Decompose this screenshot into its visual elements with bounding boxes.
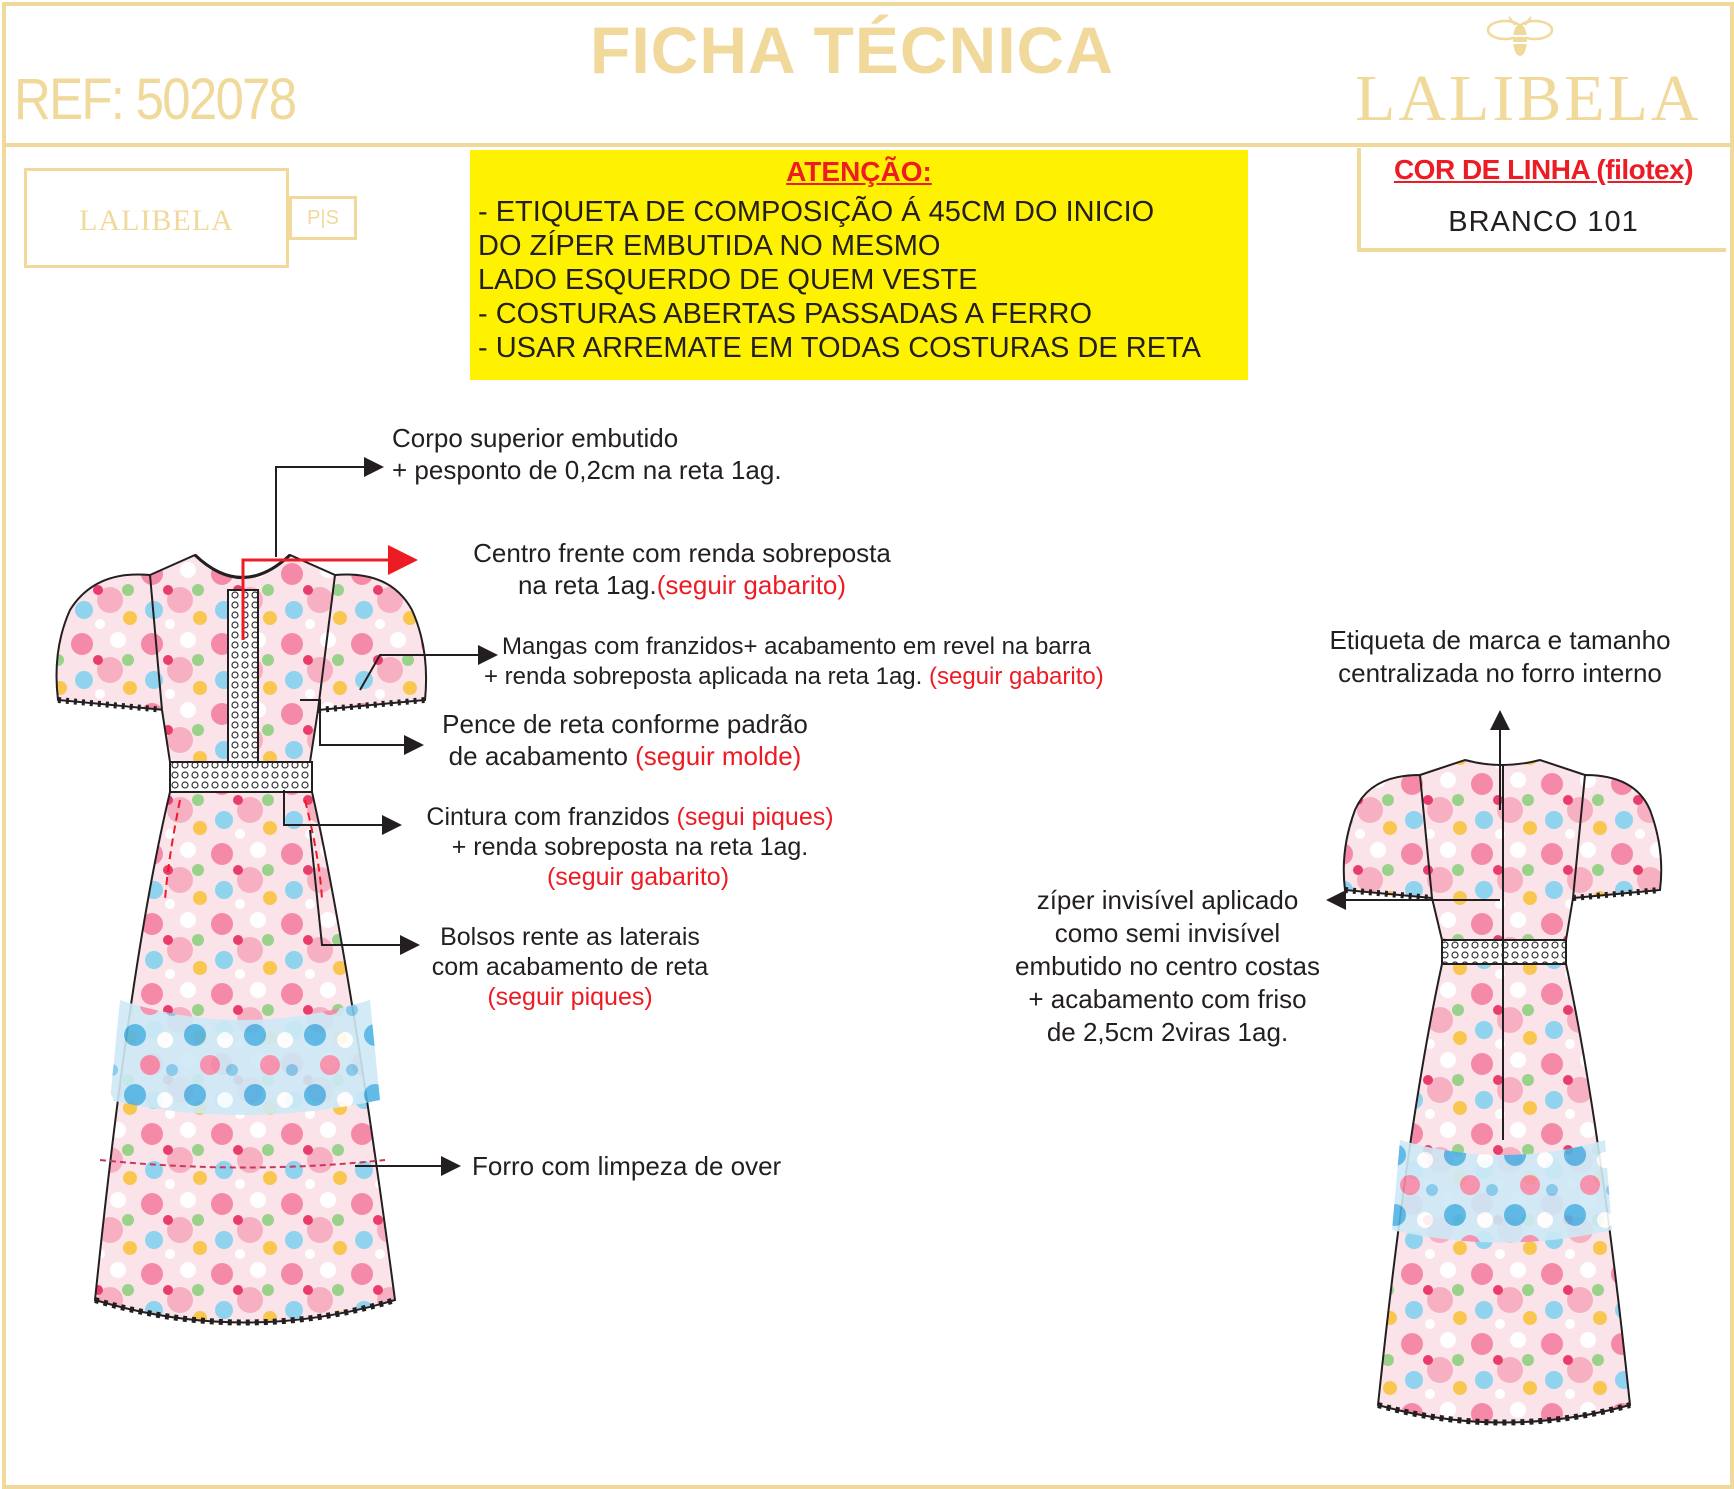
note-centro-frente [442, 537, 922, 601]
front-waist-lace [170, 762, 312, 792]
note-cintura [400, 802, 860, 892]
brand-wordmark: LALIBELA [1355, 62, 1702, 135]
note-line: Etiqueta de marca e tamanho [1329, 625, 1671, 655]
attention-line: LADO ESQUERDO DE QUEM VESTE [478, 264, 978, 296]
note-line: Pence de reta conforme padrão [442, 709, 808, 739]
note-line: Bolsos rente as laterais [440, 923, 700, 951]
note-corpo [392, 422, 782, 486]
attention-line: DO ZÍPER EMBUTIDA NO MESMO [478, 230, 941, 262]
note-line: de acabamento [448, 741, 636, 771]
thread-color-title: COR DE LINHA (filotex) [1393, 154, 1694, 185]
note-forro [472, 1150, 781, 1182]
note-red-line: (segui piques) [676, 803, 834, 831]
note-line: Cintura com franzidos [426, 803, 677, 831]
attention-line: - USAR ARREMATE EM TODAS COSTURAS DE RETA [478, 332, 1201, 364]
note-mangas [484, 632, 1104, 692]
size-label: P|S [289, 196, 357, 240]
thread-color-value: BRANCO 101 [1448, 206, 1639, 238]
note-bolsos [400, 922, 740, 1012]
note-etiqueta [1290, 624, 1710, 690]
note-line: Corpo superior embutido [392, 423, 679, 453]
note-red-line: (seguir gabarito) [656, 570, 847, 600]
note-pence [410, 708, 840, 772]
note-line: de 2,5cm 2viras 1ag. [1046, 1017, 1289, 1047]
note-ziper [980, 884, 1355, 1049]
attention-heading: ATENÇÃO: [786, 156, 932, 187]
note-line: centralizada no forro interno [1338, 658, 1662, 688]
note-line: na reta 1ag. [517, 570, 657, 600]
page-title: FICHA TÉCNICA [590, 13, 1114, 87]
note-red-line: (seguir piques) [487, 983, 653, 1011]
back-dress-illustration [1344, 760, 1662, 1423]
note-line: Centro frente com renda sobreposta [473, 538, 891, 568]
reference-code: REF: 502078 [14, 67, 296, 132]
note-line: embutido no centro costas [1015, 951, 1320, 981]
note-line: + renda sobreposta aplicada na reta 1ag. [484, 663, 929, 690]
attention-line: - COSTURAS ABERTAS PASSADAS A FERRO [478, 298, 1092, 330]
note-line: com acabamento de reta [431, 953, 709, 981]
brand-label-text: LALIBELA [79, 204, 234, 237]
note-line: como semi invisível [1054, 918, 1281, 948]
attention-line: - ETIQUETA DE COMPOSIÇÃO Á 45CM DO INICIO [478, 196, 1155, 228]
note-line: Mangas com franzidos+ acabamento em revel na barra [502, 633, 1091, 660]
note-line: + pesponto de 0,2cm na reta 1ag. [392, 455, 782, 485]
note-line: + renda sobreposta na reta 1ag. [451, 833, 809, 861]
note-line: zíper invisível aplicado [1036, 885, 1299, 915]
note-red-line: (seguir molde) [635, 741, 802, 771]
note-line: + acabamento com friso [1028, 984, 1307, 1014]
note-red-line: (seguir gabarito) [928, 663, 1104, 690]
note-line: Forro com limpeza de over [472, 1151, 782, 1181]
note-red-line: (seguir gabarito) [546, 863, 730, 891]
